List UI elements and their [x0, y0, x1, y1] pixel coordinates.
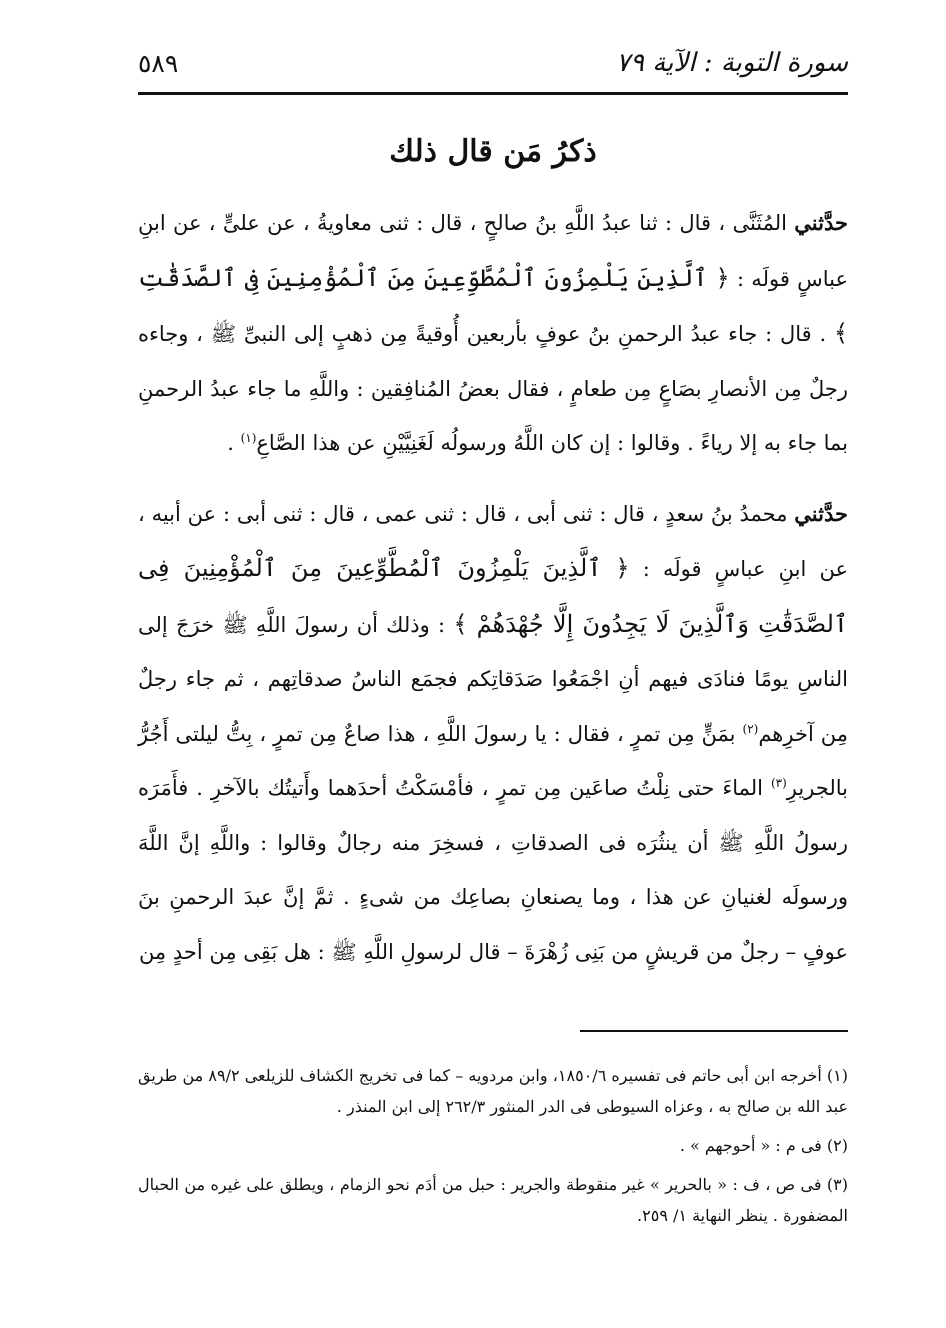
running-header: [138, 38, 848, 88]
footnote-divider: [580, 1030, 848, 1032]
footnote-ref-3: (٣): [770, 776, 787, 790]
header-divider: [138, 92, 848, 95]
paragraph-2-text-d: الماءَ حتى نِلْتُ صاعَين مِن تمرٍ ، فأمْسَكْتُ أحدَهما وأَتيتُك بالآخرِ . فأَمَرَه رسولُ اللَّهِ ﷺ أن ينثُرَه فى الصدقاتِ ، فسخِرَ منه رجالٌ وقالوا : واللَّهِ إنَّ اللَّهَ ورسولَه لغنيانِ عن هذا ، وما يصنعانِ بصاعِك من شىءٍ . ثمَّ إنَّ عبدَ الرحمنِ بنَ عوفٍ – رجلٌ من قريشٍ من بَنِى زُهْرَةَ – قال لرسولِ اللَّهِ ﷺ : هل بَقِى مِن أحدٍ مِن: [138, 776, 848, 964]
paragraph-1: [138, 196, 848, 471]
footnote-3: (٣) فى ص ، ف : « بالحرير » غير منقوطة والجرير : حبل من أدَم نحو الزمام ، ويطلق على غيره من الحبال المضفورة . ينظر النهاية ١/ ٢٥٩.: [138, 1175, 848, 1225]
paragraph-1-text-b: . قال : جاء عبدُ الرحمنِ بنُ عوفٍ بأربعين أُوقيةً مِن ذهبٍ إلى النبىِّ ﷺ ، وجاءه رجلٌ مِن الأنصارِ بصَاعٍ مِن طعامٍ ، فقال بعضُ المُنافِقين : واللَّهِ ما جاء عبدُ الرحمنِ بما جاء به إلا رياءً . وقالوا : إن كان اللَّهُ ورسولُه لَغَنِيَّيْنِ عن هذا الصَّاعِ: [138, 322, 848, 455]
paragraph-2-text-b: : وذلك أن رسولَ اللَّهِ ﷺ خرَجَ إلى الناسِ يومًا فنادَى فيهم أنِ اجْمَعُوا صَدَقاتِكم فجمَع الناسُ صدقاتِهم ، ثم جاء رجلٌ مِن آخرِهم: [138, 612, 848, 746]
paragraph-2-quran: ﴿ ٱلَّذِينَ يَلْمِزُونَ ٱلْمُطَّوِّعِينَ مِنَ ٱلْمُؤْمِنِينَ فِى ٱلصَّدَقَٰتِ وَٱلَّذِينَ لَا يَجِدُونَ إِلَّا جُهْدَهُمْ ﴾: [138, 554, 848, 638]
paragraph-2-text-a: محمدُ بنُ سعدٍ ، قال : ثنى أبى ، قال : ثنى عمى ، قال : ثنى أبى : عن أبيه ، عن ابنِ عباسٍ قولَه :: [138, 501, 849, 581]
paragraph-1-text-a: المُثَنَّى ، قال : ثنا عبدُ اللَّهِ بنُ صالحٍ ، قال : ثنى معاويةُ ، عن علىٍّ ، عن ابنِ عباسٍ قولَه :: [138, 211, 848, 291]
paragraph-2-text-c: بمَنٍّ مِن تمرٍ ، فقال : يا رسولَ اللَّهِ ، هذا صاعٌ مِن تمرٍ ، بِتُّ ليلتى أَجُرُّ بالجريرِ: [138, 721, 848, 800]
paragraph-1-text-c: .: [227, 431, 241, 455]
paragraph-2-lead: حدَّثني: [794, 500, 848, 526]
footnote-2: (٢) فى م : « أحوجهم » .: [679, 1136, 848, 1155]
page-number: ٥٨٩: [138, 48, 179, 78]
footnote-ref-2: (٢): [742, 721, 759, 736]
footnote-1: (١) أخرجه ابن أبى حاتم فى تفسيره ١٨٥٠/٦، وابن مردويه – كما فى تخريج الكشاف للزيلعى ٨٩/٢ من طريق عبد الله بن صالح به ، وعزاه السيوطى فى الدر المنثور ٢٦٢/٣ إلى ابن المنذر .: [138, 1066, 849, 1116]
footnotes: [138, 1060, 848, 1239]
footnote-ref-1: (١): [240, 431, 257, 445]
header-title: سورة التوبة : الآية ٧٩: [616, 48, 848, 78]
paragraph-1-lead: حدَّثني: [794, 210, 848, 235]
section-title: ذكرُ مَن قال ذلك: [389, 134, 597, 169]
main-text: [138, 196, 848, 979]
paragraph-2: [138, 487, 848, 980]
paragraph-1-quran: ﴿ ٱلَّذِينَ يَلْمِزُونَ ٱلْمُطَّوِّعِينَ مِنَ ٱلْمُؤْمِنِينَ فِى ٱلصَّدَقَٰتِ ﴾: [138, 263, 848, 347]
